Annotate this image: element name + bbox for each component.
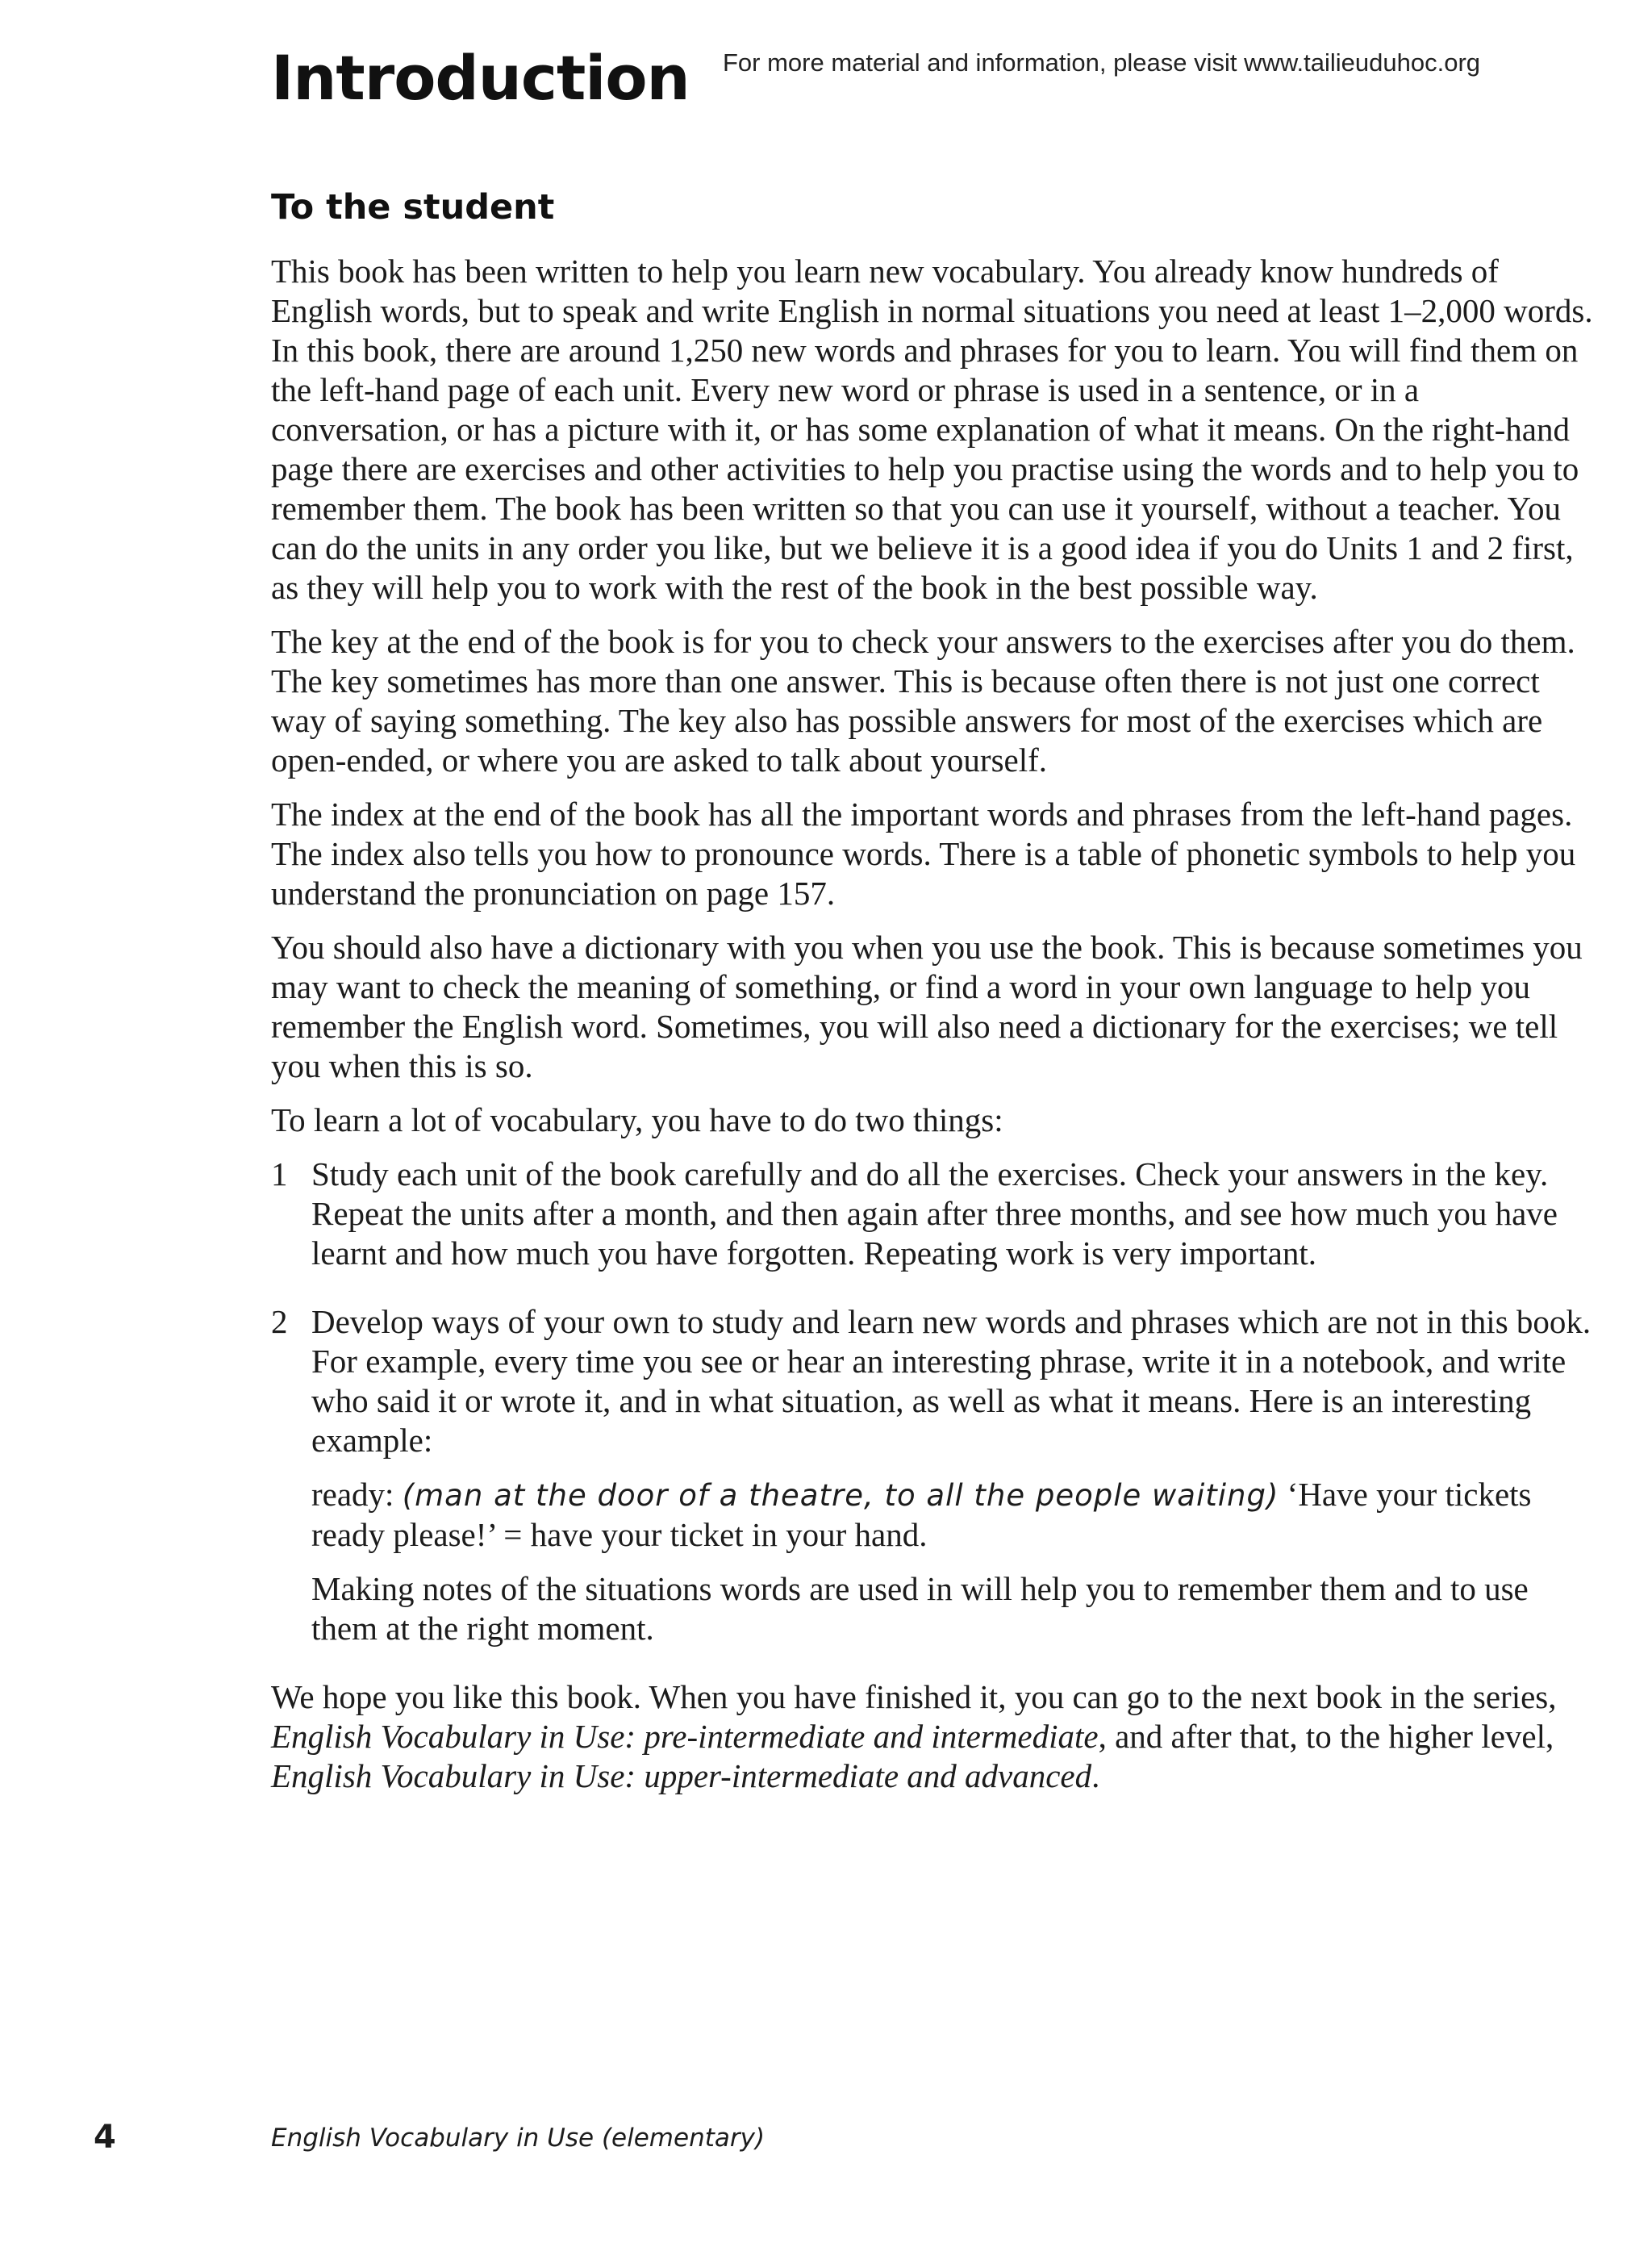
list-text: Develop ways of your own to study and learn new words and phrases which are not in this book. For example, every time you see or hear an interesting phrase, write it in a notebook, and write who said it or wrote it, and in what situation, as well as what it means. Here is an interesting example: — [311, 1303, 1592, 1459]
book-title-preintermediate: English Vocabulary in Use: pre-intermediate and intermediate — [271, 1718, 1099, 1755]
list-body — [311, 1302, 1594, 1663]
paragraph-intro: This book has been written to help you learn new vocabulary. You already know hundreds of English words, but to speak and write English in normal situations you need at least 1–2,000 words. In this book, there are around 1,250 new words and phrases for you to learn. You will find them on the left-hand page of each unit. Every new word or phrase is used in a sentence, or in a conversation, or has a picture with it, or has some explanation of what it means. On the right-hand page there are exercises and other activities to help you practise using the words and to help you to remember them. The book has been written so that you can use it yourself, without a teacher. You can do the units in any order you like, but we believe it is a good idea if you do Units 1 and 2 first, as they will help you to work with the rest of the book in the best possible way. — [271, 253, 1593, 606]
paragraph-index: The index at the end of the book has all the important words and phrases from the left-hand pages. The index also tells you how to pronounce words. There is a table of phonetic symbols to help you understand the pronunciation on page 157. — [271, 796, 1576, 912]
closing-paragraph — [271, 1677, 1594, 1796]
list-item-2 — [271, 1302, 1594, 1663]
list-number: 1 — [271, 1155, 288, 1192]
paragraph-dictionary: You should also have a dictionary with you when you use the book. This is because sometimes you may want to check the meaning of something, or find a word in your own language to help you remember the English word. Sometimes, you will also need a dictionary for the exercises; we tell you when this is so. — [271, 929, 1583, 1084]
list-item-1 — [271, 1155, 1594, 1288]
page-title: Introduction — [271, 42, 690, 114]
list-text: Study each unit of the book carefully and do all the exercises. Check your answers in the key. Repeat the units after a month, and then again after three months, and see how much you have learnt and how much you have forgotten. Repeating work is very important. — [311, 1155, 1558, 1272]
example-sentence — [311, 1475, 1594, 1555]
closing-text: We hope you like this book. When you have finished it, you can go to the next book in the series, — [271, 1678, 1557, 1715]
section-heading: To the student — [271, 187, 555, 228]
body-text — [271, 252, 1594, 1811]
list-body — [311, 1155, 1594, 1288]
paragraph-key: The key at the end of the book is for you to check your answers to the exercises after you do them. The key sometimes has more than one answer. This is because often there is not just one correct way of saying something. The key also has possible answers for most of the exercises which are open-ended, or where you are asked to talk about yourself. — [271, 623, 1575, 779]
list-number: 2 — [271, 1303, 288, 1340]
header-note: For more material and information, please visit www.tailieuduhoc.org — [723, 48, 1481, 77]
book-title-upperintermediate: English Vocabulary in Use: upper-intermediate and advanced — [271, 1757, 1092, 1794]
footer-book-title: English Vocabulary in Use (elementary) — [271, 2124, 766, 2153]
closing-text: . — [1091, 1757, 1100, 1794]
page-number: 4 — [94, 2119, 116, 2156]
closing-text: , and after that, to the higher level, — [1098, 1718, 1554, 1755]
handwritten-note: (man at the door of a theatre, to all the people waiting) — [402, 1478, 1279, 1513]
example-quote: ‘Have your tickets ready please!’ = have your ticket in your hand. — [311, 1476, 1532, 1553]
example-word: ready: — [311, 1476, 403, 1513]
paragraph-two-things: To learn a lot of vocabulary, you have to do two things: — [271, 1101, 1003, 1138]
example-note: Making notes of the situations words are used in will help you to remember them and to use them at the right moment. — [311, 1570, 1529, 1647]
